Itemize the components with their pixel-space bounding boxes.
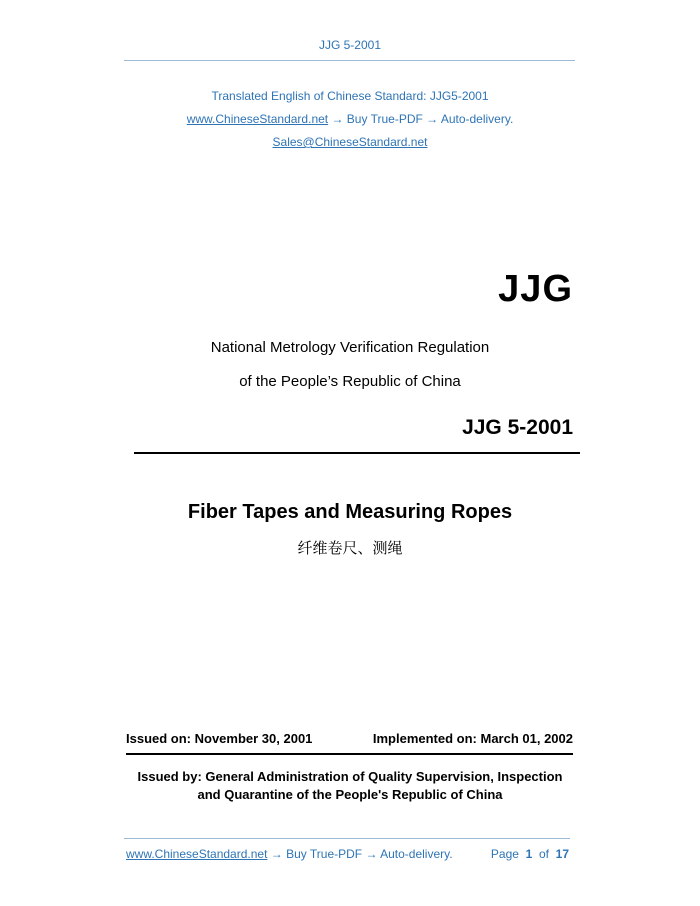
sales-line — [0, 135, 700, 149]
site-link[interactable]: www.ChineseStandard.net — [186, 112, 329, 126]
purchase-suffix: → Buy True-PDF → Auto-delivery. — [328, 112, 514, 126]
issuing-authority — [0, 768, 700, 804]
regulation-line-2: of the People’s Republic of China — [239, 373, 461, 390]
page-header: JJG 5-2001 — [318, 38, 382, 52]
document-title: Fiber Tapes and Measuring Ropes — [187, 501, 513, 523]
sales-email-link[interactable]: Sales@ChineseStandard.net — [272, 135, 428, 149]
standard-code: JJG 5-2001 — [462, 416, 573, 439]
footer-purchase-line — [126, 847, 453, 861]
jjg-logo: JJG — [498, 268, 573, 310]
issued-on-date: Issued on: November 30, 2001 — [126, 731, 313, 746]
regulation-line-1: National Metrology Verification Regulation — [210, 339, 490, 356]
footer-site-link[interactable]: www.ChineseStandard.net — [126, 847, 268, 861]
translated-note: Translated English of Chinese Standard: JJG5-2001 — [211, 89, 489, 103]
page-label: Page — [490, 847, 519, 861]
implemented-on-date: Implemented on: March 01, 2002 — [372, 731, 573, 746]
issuing-authority-line-1: Issued by: General Administration of Quality Supervision, Inspection — [137, 769, 563, 784]
document-title-chinese: 纤维卷尺、测绳 — [297, 540, 403, 557]
issuing-authority-line-2: and Quarantine of the People's Republic of China — [197, 787, 503, 802]
footer-purchase-suffix: → Buy True-PDF → Auto-delivery. — [267, 847, 453, 861]
page-indicator — [491, 847, 569, 861]
footer-divider — [124, 838, 570, 839]
purchase-line — [0, 112, 700, 126]
page-number: 1 — [525, 847, 533, 861]
title-divider — [134, 452, 580, 454]
header-divider — [124, 60, 575, 61]
total-pages: 17 — [555, 847, 569, 861]
dates-divider — [126, 753, 573, 755]
of-label: of — [538, 847, 549, 861]
